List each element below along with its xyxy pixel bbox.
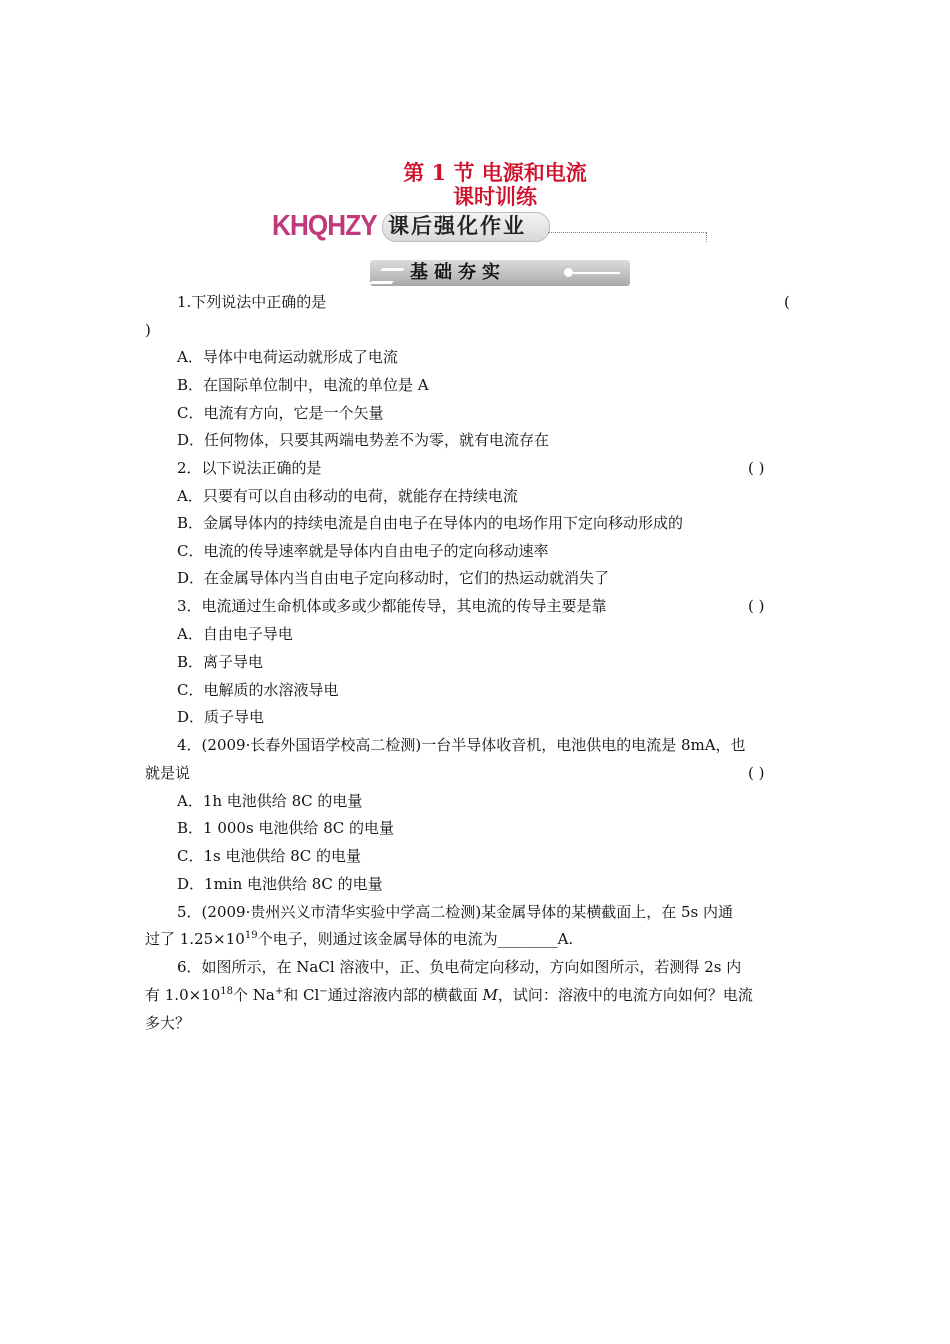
banner-dotted-line [548, 232, 706, 233]
q2-stem: 2．以下说法正确的是 [177, 459, 322, 477]
q3-option-d: D．质子导电 [177, 708, 265, 726]
q6-line2-b: 个 Na [233, 986, 275, 1004]
line-decoration [570, 272, 620, 274]
section-label: 基础夯实 [410, 262, 506, 283]
section-title: 第 1 节 电源和电流 [403, 160, 587, 185]
q2-option-b: B．金属导体内的持续电流是自由电子在导体内的电场作用下定向移动形成的 [177, 514, 684, 532]
q3-option-a: A．自由电子导电 [177, 625, 293, 643]
q5-exponent: 19 [244, 930, 258, 941]
q1-option-c: C．电流有方向，它是一个矢量 [177, 404, 384, 422]
q6-line2-a: 有 1.0×10 [145, 986, 221, 1004]
q4-stem-line1: 4．(2009·长春外国语学校高二检测)一台半导体收音机，电池供电的电流是 8mA，也 [177, 736, 746, 754]
q3-option-c: C．电解质的水溶液导电 [177, 681, 339, 699]
q6-line2-d: 通过溶液内部的横截面 [327, 986, 483, 1004]
q1-stem: 1.下列说法中正确的是 [177, 293, 327, 311]
q3-paren: ( ) [748, 597, 765, 615]
q6-na-charge: + [274, 986, 284, 997]
q1-paren-open: ( [784, 293, 790, 311]
q4-option-d: D．1min 电池供给 8C 的电量 [177, 875, 383, 893]
banner-subtitle: 课后强化作业 [388, 214, 526, 238]
q5-line2-pre: 过了 1.25×10 [145, 930, 245, 948]
q6-line2-c: 和 Cl [283, 986, 320, 1004]
q4-option-c: C．1s 电池供给 8C 的电量 [177, 847, 362, 865]
q1-option-b: B．在国际单位制中，电流的单位是 A [177, 376, 429, 394]
q6-line2 [145, 985, 753, 1005]
q5-line2-post: 个电子，则通过该金属导体的电流为________A. [257, 930, 574, 948]
q1-paren-close: ) [145, 321, 151, 339]
banner-dotted-tick [706, 232, 707, 242]
q4-paren: ( ) [748, 764, 765, 782]
q2-paren: ( ) [748, 459, 765, 477]
q6-line1: 6．如图所示，在 NaCl 溶液中，正、负电荷定向移动，方向如图所示，若测得 2s 内 [177, 958, 742, 976]
q5-line1: 5．(2009·贵州兴义市清华实验中学高二检测)某金属导体的某横截面上，在 5s 内通 [177, 903, 733, 921]
q4-option-b: B．1 000s 电池供给 8C 的电量 [177, 819, 394, 837]
q2-option-a: A．只要有可以自由移动的电荷，就能存在持续电流 [177, 487, 518, 505]
banner-logo: KHQHZY [272, 210, 377, 242]
q6-surface-m: M [482, 986, 498, 1004]
q3-option-b: B．离子导电 [177, 653, 264, 671]
q2-option-c: C．电流的传导速率就是导体内自由电子的定向移动速率 [177, 542, 549, 560]
q6-exponent: 18 [220, 986, 234, 997]
q3-stem: 3．电流通过生命机体或多或少都能传导，其电流的传导主要是靠 [177, 597, 607, 615]
homework-banner [272, 208, 722, 244]
q1-option-a: A．导体中电荷运动就形成了电流 [177, 348, 398, 366]
q6-cl-charge: − [319, 986, 328, 997]
stripes-icon [369, 268, 404, 284]
q6-line2-e: ，试问：溶液中的电流方向如何？电流 [497, 986, 753, 1004]
q4-option-a: A．1h 电池供给 8C 的电量 [177, 792, 363, 810]
q6-line3: 多大？ [145, 1014, 191, 1032]
q2-option-d: D．在金属导体内当自由电子定向移动时，它们的热运动就消失了 [177, 569, 610, 587]
q4-stem-line2: 就是说 [145, 764, 191, 782]
section-subtitle: 课时训练 [453, 184, 537, 209]
section-header-bar [370, 260, 630, 286]
q5-line2 [145, 929, 573, 949]
q1-option-d: D．任何物体，只要其两端电势差不为零，就有电流存在 [177, 431, 550, 449]
